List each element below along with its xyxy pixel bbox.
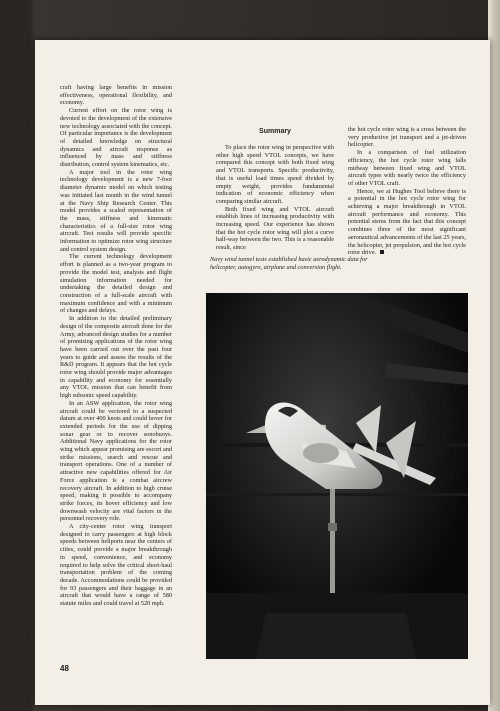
paragraph-text: Hence, we at Hughes Tool believe there is a potential in the hot cycle rotor wing for achieving a major breakthrough in VTOL aircraft performance and economy. This potential stems from the fact that this concept combines three of the most significant aeronautical advancements of the last 25 years, the helicopter, jet propulsion, and the hot cycle rotor drive.: [348, 187, 466, 257]
page-number: 48: [60, 664, 69, 673]
paragraph: A major tool in the rotor wing technology development is a new 7-foot diameter dynamic model on which testing was initiated last month in the wind tunnel at the Navy Ship Research Center. This model provides a scaled representation of the mass, stiffness and kinematic characteristics of a full-size rotor wing aircraft. Test results will provide specific information to optimize rotor wing structure and control system design.: [60, 168, 172, 253]
wind-tunnel-photo: [206, 293, 468, 659]
text-column-middle: [216, 144, 334, 264]
paragraph: In addition to the detailed preliminary design of the composite aircraft done for the Army, advanced design studies for a number of promising applications of the rotor wing have been carried out over the past four years to guide and assess the results of the R&D program. It appears that the hot cycle rotor wing should provide major advantages in capability and economy for essentially any VTOL mission that can benefit from high subsonic speed capability.: [60, 315, 172, 400]
paragraph: The current technology development effort is planned as a two-year program to provide the model test, analysis and flight simulation information needed for undertaking the detailed design and construction of a full-scale aircraft with maximum confidence and with a minimum of changes and delays.: [60, 253, 172, 315]
paragraph: the hot cycle rotor wing is a cross between the very productive jet transport and a jet-driven helicopter.: [348, 126, 466, 149]
photo-caption: Navy wind tunnel tests established basic aerodynamic data for helicopter, autogyro, airplane and conversion flight.: [210, 256, 368, 271]
section-heading: Summary: [259, 128, 291, 135]
paragraph: [348, 188, 466, 257]
aircraft-model-image: [206, 293, 468, 659]
paragraph: In an ASW application, the rotor wing aircraft could be vectored to a suspected datum at over 400 knots and could hover for extended periods for the use of dipping sonar gear or to recover sonobuoys. Additional Navy applications for the rotor wing which appear promising are escort and strike missions, search and rescue and transport operations. One of a number of attractive new capabilities offered for Air Force application is a combat aircrew recovery aircraft. In addition to high cruise speed, making it possible to accompany strike forces, its hover efficiency and low downwash velocity are vital factors in the personnel recovery role.: [60, 399, 172, 523]
end-of-article-mark: [380, 250, 384, 254]
paragraph: To place the rotor wing in perspective with other high speed VTOL concepts, we have compared this concept with both fixed wing and VTOL transports. Specific productivity, that is useful load times speed divided by empty weight, provides fundamental indication of economic efficiency when comparing similar aircraft.: [216, 144, 334, 205]
text-column-left: [60, 84, 172, 634]
paragraph: A city-center rotor wing transport designed to carry passengers at high block speeds between heliports near the centers of cities, could provide a major breakthrough in speed, convenience, and economy required to help solve the critical short-haul transportation problem of the coming decade. Accommodations could be provided for 93 passengers and their baggage in an aircraft that would have a range of 580 statute miles and could travel at 520 mph.: [60, 523, 172, 608]
paragraph: craft having large benefits in mission effectiveness, operational flexibility, and economy.: [60, 84, 172, 107]
paragraph: In a comparison of fuel utilization efficiency, the hot cycle rotor wing falls midway between fixed wing and VTOL aircraft types with nearly twice the efficiency of other VTOL craft.: [348, 149, 466, 187]
paragraph: Current effort on the rotor wing is devoted to the development of the extensive new technology associated with the concept. Of particular importance is the development of detailed knowledge on structural dynamics and aircraft response as influenced by mass and stiffness distribution, control system kinematics, etc.: [60, 107, 172, 169]
paragraph: Both fixed wing and VTOL aircraft establish lines of increasing productivity with increasing speed. Our experience has shown that the hot cycle rotor wing will plot a curve half-way between the two. This is a reasonable result, since: [216, 205, 334, 252]
text-column-right: [348, 126, 466, 257]
